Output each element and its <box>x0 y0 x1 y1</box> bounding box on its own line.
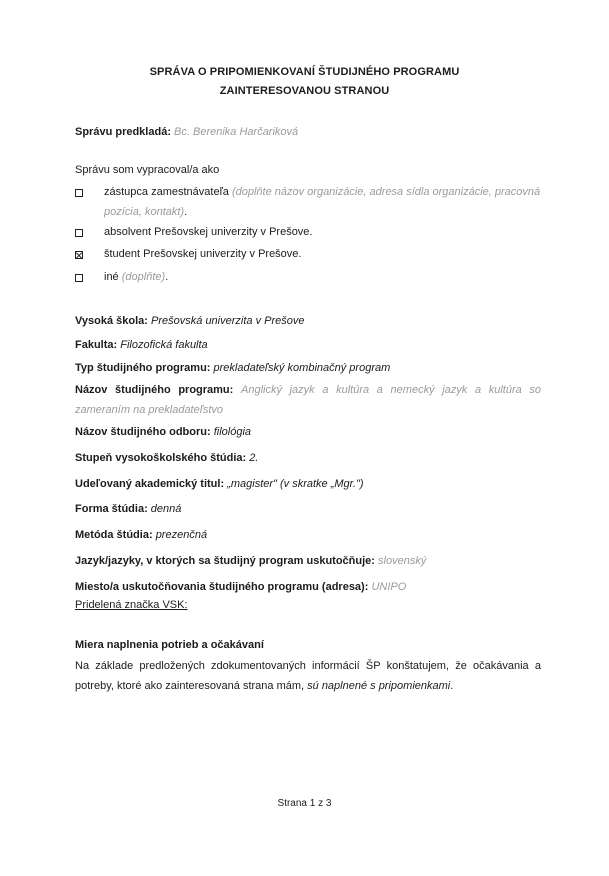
location-row <box>75 580 406 594</box>
school-value: Prešovská univerzita v Prešove <box>151 315 305 327</box>
section-heading: Miera naplnenia potrieb a očakávaní <box>75 639 264 651</box>
study-form-value: denná <box>150 503 182 515</box>
checkbox-alumnus[interactable] <box>75 229 83 237</box>
study-method-row <box>75 528 207 542</box>
option-alumnus <box>104 222 549 242</box>
academic-title-row <box>75 477 364 491</box>
option-employer-rep <box>104 182 549 222</box>
option-label: študent Prešovskej univerzity v Prešove. <box>104 248 302 260</box>
submitter-row <box>75 125 298 139</box>
vsk-label: Pridelená značka VSK: <box>75 599 188 611</box>
location-value: UNIPO <box>371 581 407 593</box>
program-type-value: prekladateľský kombinačný program <box>213 362 391 374</box>
degree-value: 2. <box>249 452 259 464</box>
study-field-value: filológia <box>213 426 252 438</box>
study-method-label: Metóda štúdia: <box>75 529 153 541</box>
faculty-row <box>75 338 208 352</box>
language-label: Jazyk/jazyky, v ktorých sa študijný program uskutočňuje: <box>75 555 375 567</box>
document-title-line-2: ZAINTERESOVANOU STRANOU <box>219 85 390 97</box>
option-student <box>104 244 549 264</box>
checkbox-student[interactable] <box>75 251 83 259</box>
option-suffix: . <box>184 206 188 218</box>
option-label: iné <box>104 271 119 283</box>
degree-row <box>75 451 258 465</box>
language-value: slovenský <box>378 555 427 567</box>
document-title-line-1: SPRÁVA O PRIPOMIENKOVANÍ ŠTUDIJNÉHO PROGRAMU <box>149 66 460 78</box>
language-row <box>75 554 426 568</box>
checkbox-other[interactable] <box>75 274 83 282</box>
location-label: Miesto/a uskutočňovania študijného programu (adresa): <box>75 581 369 593</box>
study-field-row <box>75 425 251 439</box>
submitter-label: Správu predkladá: <box>75 126 171 138</box>
study-form-label: Forma štúdia: <box>75 503 148 515</box>
option-label: zástupca zamestnávateľa <box>104 186 229 198</box>
program-name-row <box>75 380 541 420</box>
option-hint: (doplňte názov organizácie, adresa sídla organizácie, pracovná pozícia, kontakt) <box>104 186 541 218</box>
option-other <box>104 267 549 287</box>
page-number: Strana 1 z 3 <box>277 798 332 809</box>
prepared-as-label: Správu som vypracoval/a ako <box>75 164 220 176</box>
degree-label: Stupeň vysokoškolského štúdia: <box>75 452 247 464</box>
school-row <box>75 314 304 328</box>
section-emphasis: sú naplnené s pripomienkami <box>307 680 451 692</box>
submitter-name: Bc. Berenika Harčariková <box>174 126 299 138</box>
faculty-label: Fakulta: <box>75 339 118 351</box>
program-type-row <box>75 361 390 375</box>
option-hint: (doplňte) <box>121 271 166 283</box>
program-name-label: Názov študijného programu: <box>75 384 234 396</box>
section-text: Na základe predložených zdokumentovaných informácií ŠP konštatujem, že očakávania a potreby, ktoré ako zainteresovaná strana mám, <box>75 660 541 692</box>
checkbox-employer-rep[interactable] <box>75 189 83 197</box>
section-paragraph <box>75 656 541 696</box>
study-form-row <box>75 502 181 516</box>
study-method-value: prezenčná <box>155 529 208 541</box>
program-name-value: Anglický jazyk a kultúra a nemecký jazyk a kultúra so zameraním na prekladateľstvo <box>75 384 542 416</box>
section-end: . <box>450 680 454 692</box>
option-label: absolvent Prešovskej univerzity v Prešove. <box>104 226 313 238</box>
faculty-value: Filozofická fakulta <box>120 339 208 351</box>
program-type-label: Typ študijného programu: <box>75 362 211 374</box>
academic-title-value: „magister" (v skratke „Mgr.") <box>227 478 364 490</box>
academic-title-label: Udeľovaný akademický titul: <box>75 478 225 490</box>
option-suffix: . <box>165 271 169 283</box>
school-label: Vysoká škola: <box>75 315 148 327</box>
study-field-label: Názov študijného odboru: <box>75 426 211 438</box>
